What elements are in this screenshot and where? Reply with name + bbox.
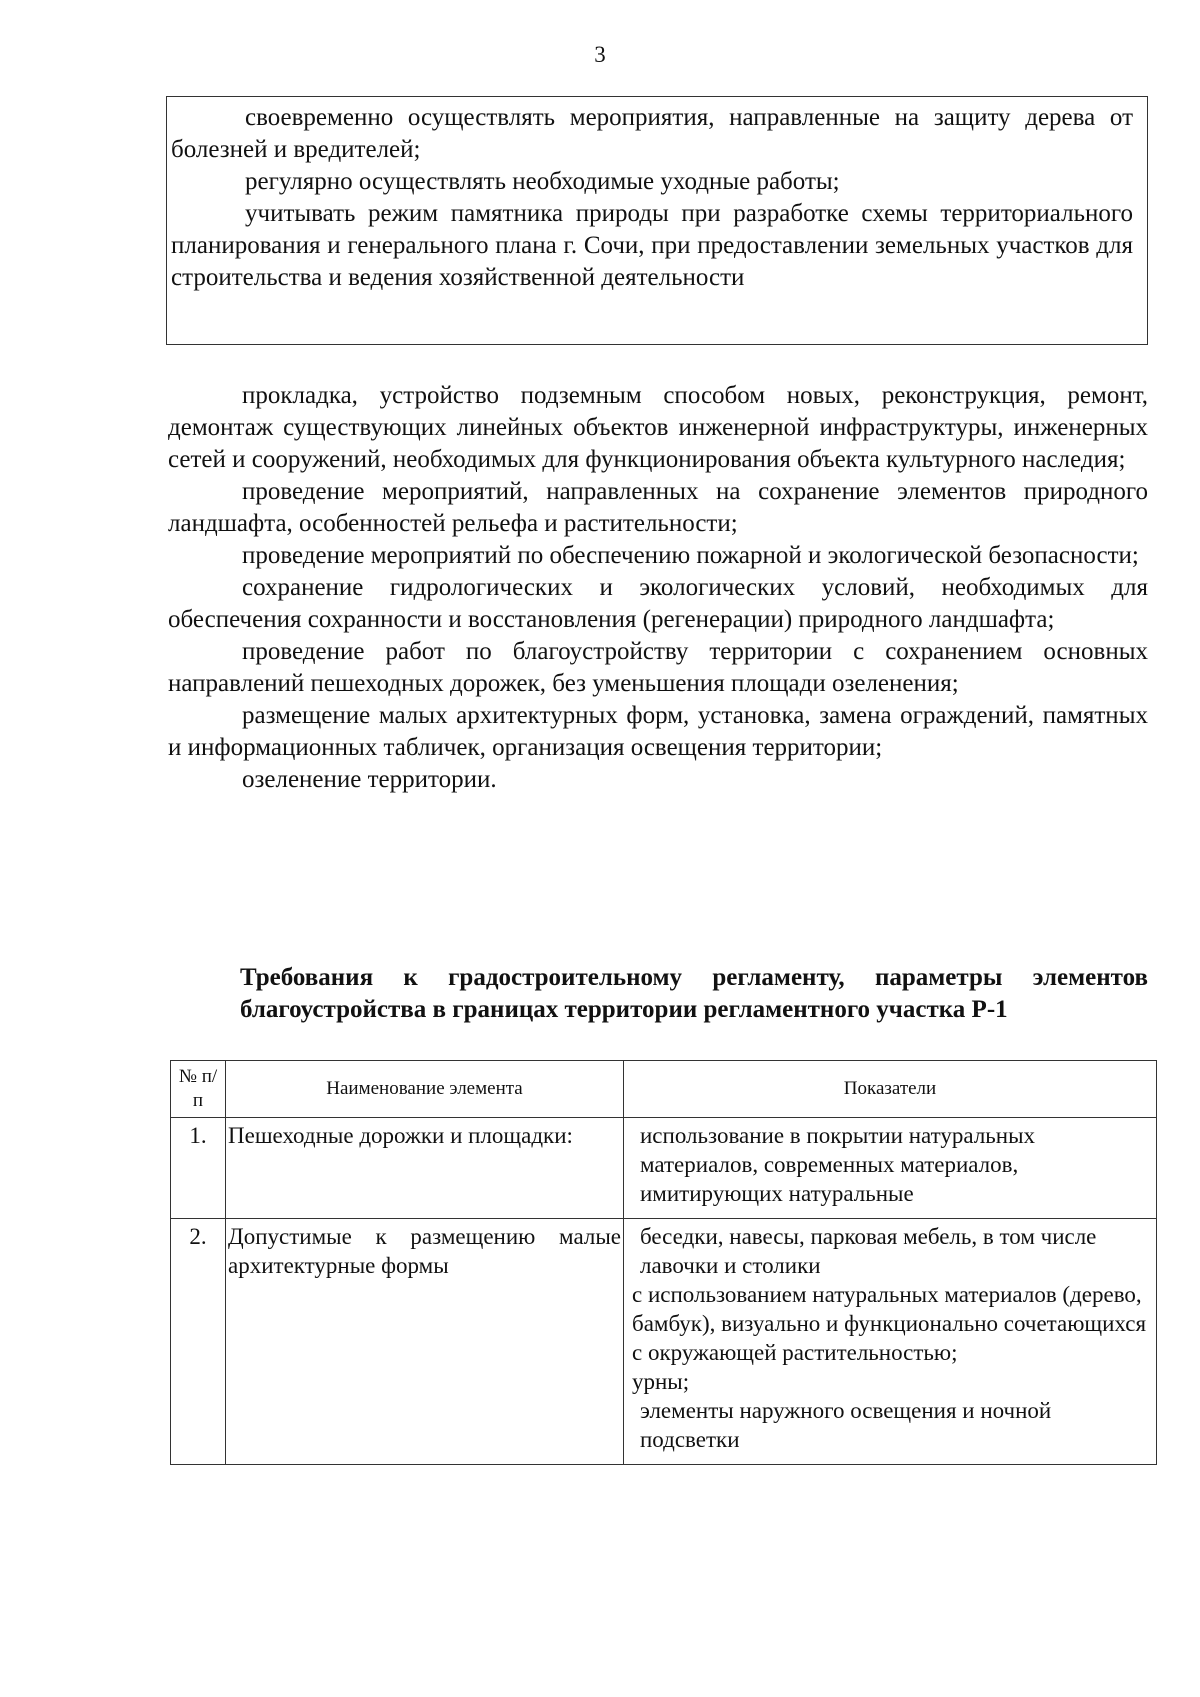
indicator-text: урны; [632, 1369, 690, 1394]
boxed-paragraph-2: регулярно осуществлять необходимые уходные работы; [245, 168, 840, 195]
regulation-table [170, 1060, 1157, 1465]
section-heading: Требования к градостроительному регламенту, параметры элементов благоустройства в границах территории регламентного участка Р-1 [240, 964, 1148, 1023]
indicator-text: беседки, навесы, парковая мебель, в том числе лавочки и столики [640, 1224, 1097, 1278]
row-number: 2. [171, 1219, 226, 1465]
body-item-6: размещение малых архитектурных форм, установка, замена ограждений, памятных и информационных табличек, организация освещения территории; [168, 702, 1148, 761]
body-item-5: проведение работ по благоустройству территории с сохранением основных направлений пешеходных дорожек, без уменьшения площади озеленения; [168, 638, 1148, 697]
element-indicators [624, 1219, 1157, 1465]
boxed-text-block [166, 96, 1148, 345]
body-item-3: проведение мероприятий по обеспечению пожарной и экологической безопасности; [242, 542, 1139, 569]
body-item-1: прокладка, устройство подземным способом новых, реконструкция, ремонт, демонтаж существующих линейных объектов инженерной инфраструктуры, инженерных сетей и сооружений, необходимых для функционирования объекта культурного наследия; [168, 382, 1148, 473]
header-name: Наименование элемента [226, 1061, 624, 1118]
body-item-2: проведение мероприятий, направленных на сохранение элементов природного ландшафта, особенностей рельефа и растительности; [168, 478, 1148, 537]
table-header-row [171, 1061, 1157, 1118]
row-number: 1. [171, 1118, 226, 1219]
indicator-text: использование в покрытии натуральных материалов, современных материалов, имитирующих натуральные [640, 1123, 1036, 1206]
page-number: 3 [594, 42, 606, 67]
element-name: Допустимые к размещению малые архитектурные формы [226, 1219, 624, 1465]
indicator-text: элементы наружного освещения и ночной подсветки [640, 1398, 1052, 1452]
element-name: Пешеходные дорожки и площадки: [226, 1118, 624, 1219]
boxed-paragraph-1: своевременно осуществлять мероприятия, направленные на защиту дерева от болезней и вредителей; [171, 104, 1133, 163]
header-indicators: Показатели [624, 1061, 1157, 1118]
element-indicators [624, 1118, 1157, 1219]
header-num: № п/п [171, 1061, 226, 1118]
table-row [171, 1118, 1157, 1219]
body-item-4: сохранение гидрологических и экологических условий, необходимых для обеспечения сохранности и восстановления (регенерации) природного ландшафта; [168, 574, 1148, 633]
boxed-paragraph-3: учитывать режим памятника природы при разработке схемы территориального планирования и генерального плана г. Сочи, при предоставлении земельных участков для строительства и ведения хозяйственной деятельности [171, 200, 1133, 291]
table-row [171, 1219, 1157, 1465]
body-item-7: озеленение территории. [242, 766, 497, 793]
body-text [168, 380, 1148, 796]
indicator-text: с использованием натуральных материалов (дерево, бамбук), визуально и функционально сочетающихся с окружающей растительностью; [632, 1282, 1147, 1365]
